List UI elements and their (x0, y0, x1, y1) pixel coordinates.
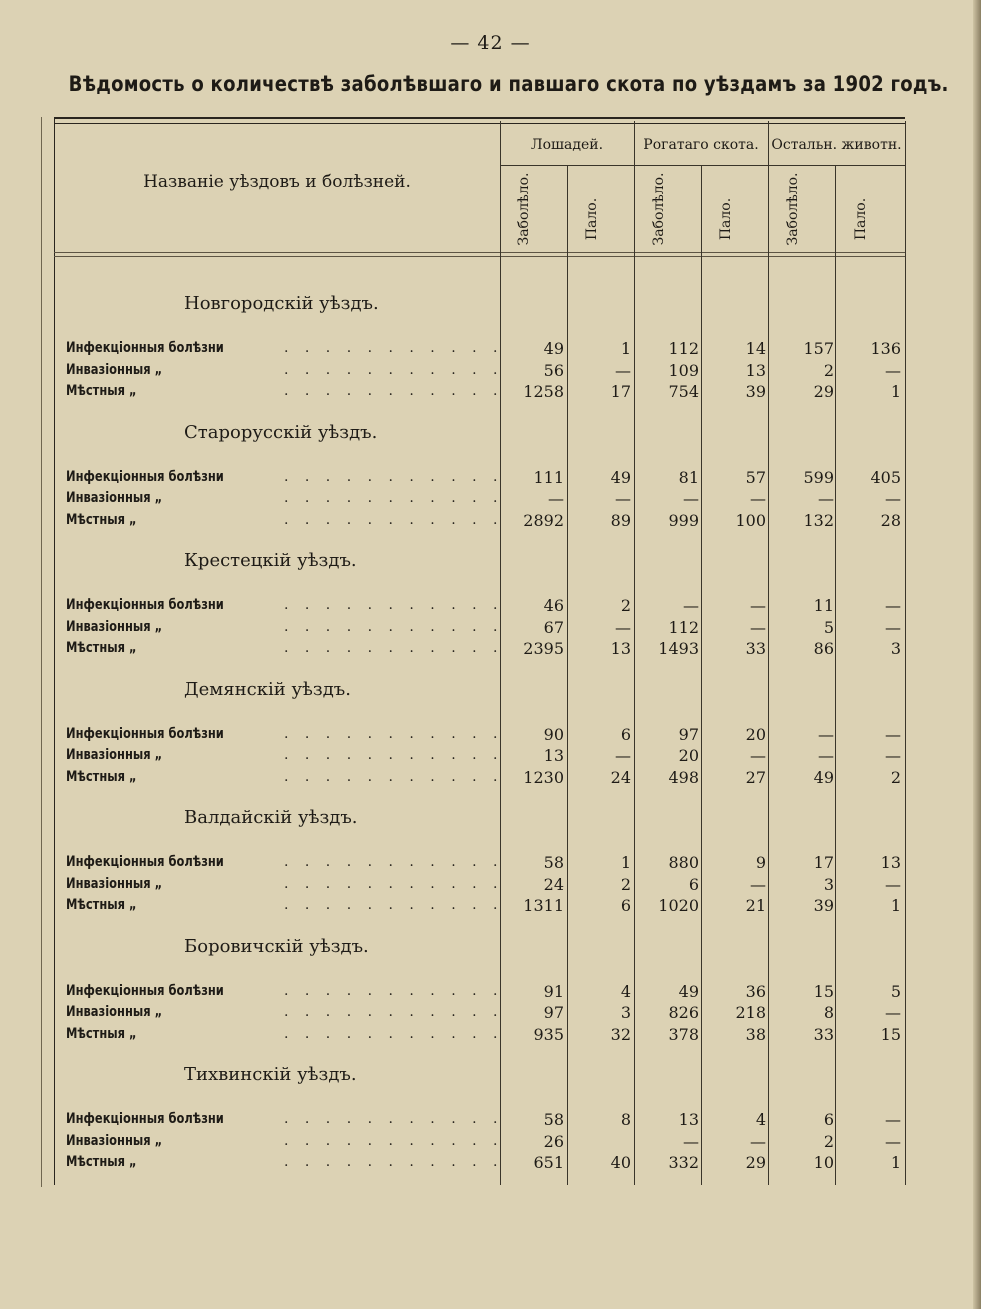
table-cell: 38 (745, 1024, 766, 1044)
disease-label: Инфекціонныя болѣзни (66, 982, 224, 999)
disease-label: Мѣстныя „ (66, 383, 137, 399)
district-name: Новгородскій уѣздъ. (184, 293, 379, 314)
header-separator (54, 252, 905, 257)
table-cell: — (548, 489, 564, 508)
col-other-sick: Заболѣло. (785, 172, 801, 246)
table-cell: 81 (678, 467, 699, 487)
table-cell: 100 (735, 510, 766, 530)
leader-dots: . . . . . . . . . . . (284, 1025, 504, 1042)
table-cell: 29 (745, 1153, 766, 1172)
table-cell: 91 (543, 981, 564, 1001)
table-cell: — (885, 596, 901, 615)
leader-dots: . . . . . . . . . . . (284, 747, 504, 763)
table-cell: 2 (890, 767, 901, 787)
table-cell: 1020 (658, 896, 699, 915)
table-cell: 58 (543, 1110, 564, 1129)
table-cell: 1 (620, 339, 631, 358)
table-cell: 880 (668, 853, 699, 872)
disease-label: Инвазіонныя „ (66, 618, 163, 635)
table-cell: 2395 (523, 639, 564, 658)
table-cell: 1 (890, 1153, 901, 1172)
district-name: Крестецкій уѣздъ. (184, 550, 357, 571)
table-cell: 3 (620, 1003, 631, 1022)
leader-dots: . . . . . . . . . . . (284, 640, 504, 656)
leader-dots: . . . . . . . . . . . (284, 897, 504, 913)
table-left-border (54, 117, 55, 1185)
statistics-table (44, 117, 905, 1187)
page-number: — 42 — (450, 32, 531, 54)
table-cell: 935 (533, 1024, 564, 1044)
leader-dots: . . . . . . . . . . . (284, 1132, 504, 1149)
table-cell: 11 (813, 596, 834, 615)
table-cell: 651 (533, 1153, 564, 1172)
column-divider (567, 165, 568, 1185)
leader-dots: . . . . . . . . . . . (284, 340, 504, 356)
column-divider (768, 121, 769, 1185)
col-cattle-died: Пало. (718, 197, 734, 241)
table-cell: — (615, 360, 631, 380)
table-cell: 32 (610, 1024, 631, 1044)
table-cell: 6 (823, 1110, 834, 1129)
table-cell: — (885, 724, 901, 744)
table-cell: 46 (543, 596, 564, 615)
table-cell: — (615, 746, 631, 765)
table-cell: 378 (668, 1024, 699, 1044)
table-cell: 58 (543, 853, 564, 872)
table-cell: — (885, 1003, 901, 1022)
table-cell: — (750, 746, 766, 765)
table-cell: — (885, 1110, 901, 1129)
table-cell: 21 (745, 896, 766, 915)
disease-label: Инвазіонныя „ (66, 747, 163, 763)
leader-dots: . . . . . . . . . . . (284, 982, 504, 999)
table-cell: 5 (823, 617, 834, 637)
table-cell: 2892 (523, 510, 564, 530)
table-cell: 17 (813, 853, 834, 872)
table-cell: 6 (688, 874, 699, 894)
table-cell: 999 (668, 510, 699, 530)
table-cell: 15 (813, 981, 834, 1001)
table-outer-border (41, 117, 42, 1187)
disease-label: Мѣстныя „ (66, 897, 137, 913)
table-cell: 39 (813, 896, 834, 915)
group-cattle: Рогатаго скота. (643, 137, 759, 153)
table-cell: — (683, 1131, 699, 1151)
table-cell: 27 (745, 767, 766, 787)
leader-dots: . . . . . . . . . . . (284, 854, 504, 870)
disease-label: Мѣстныя „ (66, 511, 137, 528)
table-cell: — (818, 489, 834, 508)
column-divider (701, 165, 702, 1185)
table-cell: 17 (610, 382, 631, 401)
table-cell: 28 (880, 510, 901, 530)
table-cell: 13 (678, 1110, 699, 1129)
table-cell: 8 (620, 1110, 631, 1129)
disease-label: Инфекціонныя болѣзни (66, 468, 224, 485)
col-cattle-sick: Заболѣло. (651, 172, 667, 246)
disease-label: Мѣстныя „ (66, 640, 137, 656)
table-cell: — (750, 1131, 766, 1151)
table-cell: 29 (813, 382, 834, 401)
page-title: Вѣдомость о количествѣ заболѣвшаго и павшаго скота по уѣздамъ за 1902 годъ. (68, 72, 949, 96)
table-cell: 26 (543, 1131, 564, 1151)
disease-label: Инвазіонныя „ (66, 1132, 163, 1149)
table-cell: 111 (533, 467, 564, 487)
table-cell: 1258 (523, 382, 564, 401)
table-top-border (54, 117, 905, 124)
table-cell: 90 (543, 724, 564, 744)
disease-label: Инвазіонныя „ (66, 490, 163, 506)
table-cell: 1311 (523, 896, 564, 915)
table-cell: 9 (755, 853, 766, 872)
table-cell: 112 (668, 339, 699, 358)
table-cell: 498 (668, 767, 699, 787)
column-divider (835, 165, 836, 1185)
table-cell: 2 (620, 874, 631, 894)
col-horses-sick: Заболѣло. (516, 172, 532, 246)
table-cell: 49 (610, 467, 631, 487)
table-cell: 2 (823, 1131, 834, 1151)
table-cell: 1 (890, 382, 901, 401)
table-cell: 3 (890, 639, 901, 658)
leader-dots: . . . . . . . . . . . (284, 725, 504, 742)
table-cell: — (750, 596, 766, 615)
table-cell: 20 (678, 746, 699, 765)
leader-dots: . . . . . . . . . . . (284, 490, 504, 506)
table-cell: 754 (668, 382, 699, 401)
table-cell: 24 (610, 767, 631, 787)
table-cell: 24 (543, 874, 564, 894)
district-name: Старорусскій уѣздъ. (184, 421, 378, 443)
table-cell: — (885, 874, 901, 894)
leader-dots: . . . . . . . . . . . (284, 1111, 504, 1127)
table-cell: 132 (803, 510, 834, 530)
leader-dots: . . . . . . . . . . . (284, 1154, 504, 1170)
table-cell: 599 (803, 467, 834, 487)
table-cell: 14 (745, 339, 766, 358)
table-cell: 10 (813, 1153, 834, 1172)
district-name: Тихвинскій уѣздъ. (184, 1064, 357, 1085)
disease-label: Мѣстныя „ (66, 1154, 137, 1170)
leader-dots: . . . . . . . . . . . (284, 468, 504, 485)
disease-label: Мѣстныя „ (66, 768, 137, 785)
table-cell: 109 (668, 360, 699, 380)
leader-dots: . . . . . . . . . . . (284, 875, 504, 892)
group-horses: Лошадей. (530, 137, 604, 153)
table-cell: — (885, 617, 901, 637)
table-cell: 33 (813, 1024, 834, 1044)
table-cell: 157 (803, 339, 834, 358)
table-cell: 332 (668, 1153, 699, 1172)
table-cell: 49 (543, 339, 564, 358)
table-cell: 1493 (658, 639, 699, 658)
disease-label: Инвазіонныя „ (66, 1004, 163, 1020)
group-underline (500, 165, 905, 166)
district-name: Валдайскій уѣздъ. (184, 807, 358, 828)
table-cell: 67 (543, 617, 564, 637)
leader-dots: . . . . . . . . . . . (284, 383, 504, 399)
table-cell: — (818, 724, 834, 744)
table-cell: 86 (813, 639, 834, 658)
table-cell: 6 (620, 724, 631, 744)
table-cell: 97 (678, 724, 699, 744)
district-name: Боровичскій уѣздъ. (184, 935, 369, 957)
table-cell: 136 (870, 339, 901, 358)
table-cell: 39 (745, 382, 766, 401)
disease-label: Инфекціонныя болѣзни (66, 854, 224, 870)
disease-label: Инвазіонныя „ (66, 875, 163, 892)
disease-label: Инфекціонныя болѣзни (66, 340, 224, 356)
table-cell: — (750, 617, 766, 637)
disease-label: Инфекціонныя болѣзни (66, 725, 224, 742)
table-cell: 56 (543, 360, 564, 380)
leader-dots: . . . . . . . . . . . (284, 768, 504, 785)
table-cell: 15 (880, 1024, 901, 1044)
table-cell: 20 (745, 724, 766, 744)
col-horses-died: Пало. (584, 197, 600, 241)
table-cell: 1 (890, 896, 901, 915)
col-other-died: Пало. (853, 197, 869, 241)
disease-label: Инфекціонныя болѣзни (66, 1111, 224, 1127)
table-cell: 405 (870, 467, 901, 487)
leader-dots: . . . . . . . . . . . (284, 511, 504, 528)
table-cell: 4 (755, 1110, 766, 1129)
table-cell: 36 (745, 981, 766, 1001)
table-cell: 13 (543, 746, 564, 765)
page-edge (973, 0, 981, 1309)
table-cell: 4 (620, 981, 631, 1001)
table-cell: — (885, 489, 901, 508)
table-cell: 3 (823, 874, 834, 894)
table-cell: 49 (813, 767, 834, 787)
leader-dots: . . . . . . . . . . . (284, 618, 504, 635)
table-cell: 1 (620, 853, 631, 872)
column-divider (634, 121, 635, 1185)
column-divider (905, 121, 906, 1185)
table-cell: 2 (823, 360, 834, 380)
table-cell: — (818, 746, 834, 765)
table-cell: — (885, 360, 901, 380)
table-cell: 49 (678, 981, 699, 1001)
table-cell: 5 (890, 981, 901, 1001)
group-other-animals: Остальн. животн. (771, 137, 902, 153)
header-district-and-disease: Названіе уѣздовъ и болѣзней. (143, 172, 411, 192)
table-cell: 97 (543, 1003, 564, 1022)
table-cell: 13 (880, 853, 901, 872)
table-cell: 89 (610, 510, 631, 530)
table-cell: — (750, 489, 766, 508)
table-cell: 2 (620, 596, 631, 615)
table-cell: 6 (620, 896, 631, 915)
table-cell: 13 (745, 360, 766, 380)
table-cell: 57 (745, 467, 766, 487)
table-cell: — (683, 596, 699, 615)
table-cell: 112 (668, 617, 699, 637)
table-cell: — (750, 874, 766, 894)
table-cell: — (885, 746, 901, 765)
table-cell: 40 (610, 1153, 631, 1172)
table-cell: — (615, 617, 631, 637)
table-cell: 1230 (523, 767, 564, 787)
table-cell: 8 (823, 1003, 834, 1022)
table-cell: 826 (668, 1003, 699, 1022)
table-cell: 218 (735, 1003, 766, 1022)
table-cell: — (885, 1131, 901, 1151)
leader-dots: . . . . . . . . . . . (284, 361, 504, 378)
disease-label: Инвазіонныя „ (66, 361, 163, 378)
disease-label: Инфекціонныя болѣзни (66, 597, 224, 613)
table-cell: 13 (610, 639, 631, 658)
disease-label: Мѣстныя „ (66, 1025, 137, 1042)
leader-dots: . . . . . . . . . . . (284, 1004, 504, 1020)
leader-dots: . . . . . . . . . . . (284, 597, 504, 613)
table-cell: 33 (745, 639, 766, 658)
district-name: Демянскій уѣздъ. (184, 678, 351, 700)
table-cell: — (615, 489, 631, 508)
table-cell: — (683, 489, 699, 508)
